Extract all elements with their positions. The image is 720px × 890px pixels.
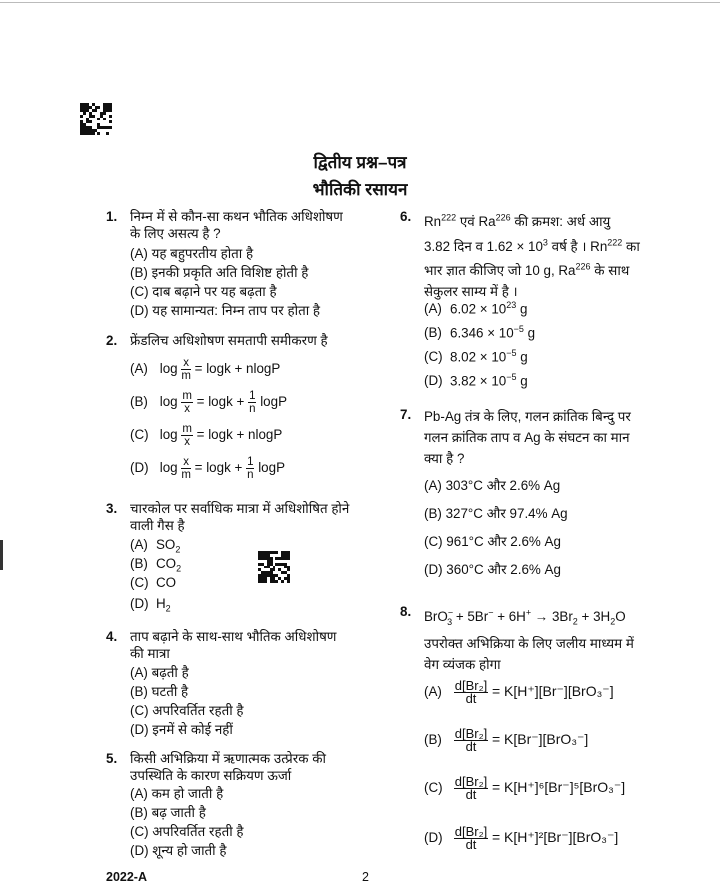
- q2-option-d[interactable]: [130, 456, 285, 481]
- fraction: $\frac{\text{d[Br₂]}}{dt}$: [454, 824, 488, 852]
- option-text: = K[H⁺][Br⁻][BrO₃⁻]: [491, 683, 614, 700]
- option-label: (B): [130, 394, 148, 410]
- q6-option-b[interactable]: (B) $6.346 \times 10^{-5}$ g: [424, 324, 536, 341]
- option-label: (A): [130, 537, 148, 552]
- option-label: (A): [424, 301, 442, 317]
- option-text: log: [159, 460, 178, 476]
- qr-module: [275, 580, 278, 583]
- option-label: (B): [424, 325, 442, 341]
- fraction: $\frac{\text{d[Br₂]}}{dt}$: [454, 726, 488, 754]
- qr-module: [273, 568, 276, 571]
- q2-option-a[interactable]: [130, 357, 280, 382]
- option-text: = logk + nlogP: [196, 427, 283, 443]
- qr-module: [103, 112, 106, 115]
- q2-option-c[interactable]: [130, 423, 282, 448]
- qr-module: [83, 112, 86, 115]
- question-line: भार ज्ञात कीजिए जो 10 g, Ra$^{226}$ के साथ: [424, 261, 630, 279]
- fraction: $\frac{\text{d[Br₂]}}{dt}$: [454, 678, 488, 706]
- q5-option-b[interactable]: (B) बढ़ जाती है: [130, 805, 206, 820]
- option-text: = logk +: [194, 460, 243, 476]
- question-text: फ्रेंडलिच अधिशोषण समतापी समीकरण है: [130, 333, 328, 348]
- qr-module: [275, 551, 278, 554]
- fraction: $\frac{m}{x}$: [182, 423, 192, 448]
- question-text: [424, 406, 631, 469]
- q4-option-b[interactable]: (B) घटती है: [130, 684, 189, 699]
- option-label: (D): [424, 830, 443, 846]
- scan-edge-mark: [0, 540, 3, 570]
- question-line: Rn$^{222}$ एवं Ra$^{226}$ की क्रमश: अर्ध आयु: [424, 213, 611, 230]
- option-label: (A): [130, 361, 148, 377]
- question-line: किसी अभिक्रिया में ऋणात्मक उत्प्रेरक की: [130, 751, 326, 766]
- option-text: = logk +: [196, 394, 245, 410]
- qr-module: [97, 118, 100, 121]
- reaction-equation: $BrO^-_3 + 5Br^- + 6H^+ \to 3Br_2 + 3H_2O$: [424, 608, 626, 628]
- q8-option-c[interactable]: [424, 776, 625, 801]
- fraction: $\frac{m}{x}$: [182, 390, 192, 415]
- question-text: [130, 750, 326, 784]
- page-number: 2: [362, 870, 369, 884]
- question-text: [424, 603, 634, 675]
- option-text: = K[H⁺]²[Br⁻][BrO₃⁻]: [491, 829, 619, 846]
- fraction: $\frac{1}{n}$: [249, 390, 256, 415]
- question-line: वेग व्यंजक होगा: [424, 657, 501, 673]
- q1-option-d[interactable]: (D) यह सामान्यत: निम्न ताप पर होता है: [130, 303, 320, 318]
- qr-module: [95, 109, 98, 112]
- q7-option-c[interactable]: (C) 961°C और 2.6% Ag: [424, 534, 561, 549]
- qr-module: [109, 126, 112, 129]
- formula: H: [156, 596, 166, 611]
- q5-option-a[interactable]: (A) कम हो जाती है: [130, 786, 224, 801]
- qr-module: [103, 118, 106, 121]
- qr-module: [92, 115, 95, 118]
- option-text: = logk + nlogP: [194, 361, 281, 377]
- top-rule: [0, 2, 720, 3]
- question-number: 1.: [106, 209, 118, 224]
- formula: SO: [156, 537, 176, 552]
- subscript: 2: [165, 603, 171, 614]
- option-text: = K[Br⁻][BrO₃⁻]: [491, 731, 589, 748]
- question-text: [130, 500, 349, 534]
- option-text: logP: [260, 394, 288, 410]
- qr-module: [109, 120, 112, 123]
- q3-option-d[interactable]: [130, 595, 171, 618]
- qr-module: [89, 120, 92, 123]
- option-text: log: [159, 394, 178, 410]
- q6-option-d[interactable]: (D) $3.82 \times 10^{-5}$ g: [424, 372, 528, 389]
- qr-module: [109, 109, 112, 112]
- qr-code-top: [80, 103, 112, 135]
- question-number: 4.: [106, 629, 118, 644]
- question-line: चारकोल पर सर्वाधिक मात्रा में अधिशोषित होने: [130, 501, 350, 516]
- qr-module: [287, 580, 290, 583]
- formula: CO: [156, 556, 177, 571]
- formula: CO: [156, 575, 177, 590]
- question-line: ताप बढ़ाने के साथ-साथ भौतिक अधिशोषण: [130, 629, 337, 644]
- option-label: (B): [424, 732, 442, 748]
- question-line: की मात्रा: [130, 646, 170, 661]
- question-line: Pb-Ag तंत्र के लिए, गलन क्रांतिक बिन्दु पर: [424, 409, 631, 424]
- q4-option-c[interactable]: (C) अपरिवर्तित रहती है: [130, 703, 244, 718]
- question-number: 6.: [400, 209, 412, 224]
- option-label: (C): [424, 349, 443, 365]
- question-line: वाली गैस है: [130, 518, 185, 533]
- question-line: गलन क्रांतिक ताप व Ag के संघटन का मान: [424, 430, 630, 445]
- qr-module: [80, 115, 83, 118]
- qr-code-middle: [258, 551, 290, 583]
- fraction: $\frac{x}{m}$: [181, 456, 191, 481]
- q6-option-a[interactable]: (A) $6.02 \times 10^{23}$ g: [424, 300, 528, 317]
- q4-option-a[interactable]: (A) बढ़ती है: [130, 665, 189, 680]
- question-line: निम्न में से कौन-सा कथन भौतिक अधिशोषण: [130, 209, 343, 224]
- q4-option-d[interactable]: (D) इनमें से कोई नहीं: [130, 722, 233, 737]
- q5-option-d[interactable]: (D) शून्य हो जाती है: [130, 843, 227, 858]
- q3-option-c[interactable]: [130, 574, 176, 591]
- q2-option-b[interactable]: [130, 390, 287, 415]
- option-text: log: [159, 427, 178, 443]
- q8-option-a[interactable]: [424, 680, 614, 705]
- option-text: = K[H⁺]⁶[Br⁻]⁵[BrO₃⁻]: [491, 779, 626, 796]
- qr-module: [97, 106, 100, 109]
- qr-module: [109, 115, 112, 118]
- qr-module: [92, 132, 95, 135]
- question-line: सेकुलर साम्य में है ।: [424, 284, 518, 300]
- q8-option-b[interactable]: [424, 728, 588, 753]
- option-label: (D): [130, 460, 149, 476]
- subscript: 2: [176, 563, 182, 574]
- qr-module: [264, 580, 267, 583]
- q7-option-d[interactable]: (D) 360°C और 2.6% Ag: [424, 562, 561, 577]
- question-number: 8.: [400, 604, 412, 619]
- q1-option-b[interactable]: (B) इनकी प्रकृति अति विशिष्ट होती है: [130, 265, 309, 280]
- question-line: क्या है ?: [424, 451, 465, 466]
- fraction: $\frac{\text{d[Br₂]}}{dt}$: [454, 774, 488, 802]
- paper-subtitle: भौतिकी रसायन: [312, 180, 408, 199]
- fraction: $\frac{1}{n}$: [247, 456, 254, 481]
- q7-option-a[interactable]: (A) 303°C और 2.6% Ag: [424, 478, 561, 493]
- question-number: 3.: [106, 501, 118, 516]
- option-label: (D): [130, 596, 149, 611]
- option-label: (B): [130, 556, 148, 571]
- qr-module: [287, 568, 290, 571]
- qr-module: [287, 557, 290, 560]
- question-line: उपरोक्त अभिक्रिया के लिए जलीय माध्यम में: [424, 636, 634, 652]
- question-text: [130, 208, 343, 242]
- question-number: 5.: [106, 751, 118, 766]
- q6-option-c[interactable]: (C) $8.02 \times 10^{-5}$ g: [424, 348, 528, 365]
- option-text: logP: [258, 460, 286, 476]
- question-line: के लिए असत्य है ?: [130, 226, 221, 241]
- paper-title: द्वितीय प्रश्न–पत्र: [313, 153, 407, 172]
- option-label: (D): [424, 373, 443, 389]
- paper-code: 2022-A: [106, 870, 147, 884]
- question-line: 3.82 दिन व $1.62 \times 10^3$ वर्ष है । Rn$^{222}$ का: [424, 237, 640, 254]
- q8-option-d[interactable]: [424, 826, 618, 851]
- qr-module: [281, 580, 284, 583]
- q1-option-a[interactable]: (A) यह बहुपरतीय होता है: [130, 246, 254, 261]
- question-text: [130, 628, 337, 662]
- fraction: $\frac{x}{m}$: [181, 357, 191, 382]
- question-text: [424, 208, 640, 302]
- q1-option-c[interactable]: (C) दाब बढ़ाने पर यह बढ़ता है: [130, 284, 277, 299]
- question-number: 7.: [400, 407, 412, 422]
- qr-module: [106, 132, 109, 135]
- option-label: (C): [130, 427, 149, 443]
- qr-module: [97, 132, 100, 135]
- option-label: (A): [424, 684, 442, 700]
- subscript: 2: [175, 544, 181, 555]
- option-label: (C): [130, 575, 149, 590]
- q5-option-c[interactable]: (C) अपरिवर्तित रहती है: [130, 824, 244, 839]
- option-text: log: [159, 361, 178, 377]
- question-line: उपस्थिति के कारण सक्रियण ऊर्जा: [130, 768, 292, 783]
- q7-option-b[interactable]: (B) 327°C और 97.4% Ag: [424, 506, 568, 521]
- question-number: 2.: [106, 333, 118, 348]
- option-label: (C): [424, 780, 443, 796]
